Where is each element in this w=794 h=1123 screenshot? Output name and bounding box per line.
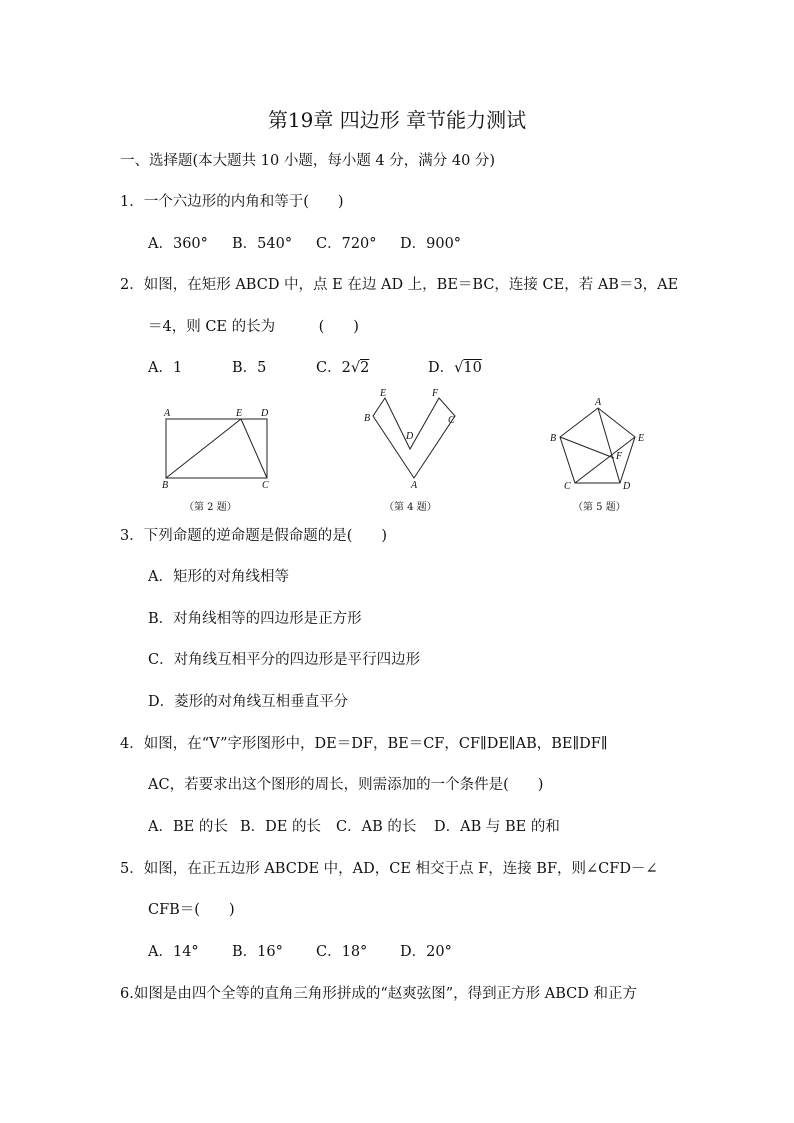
q3-option-b[interactable]: B．对角线相等的四边形是正方形 (148, 611, 362, 627)
figure-5-pentagon (540, 395, 660, 495)
figure-5-caption: （第 5 题） (573, 502, 626, 513)
fig5-label-e: E (638, 433, 645, 444)
q1-option-d[interactable]: D．900° (400, 236, 462, 252)
section-heading: 一、选择题(本大题共 10 小题，每小题 4 分，满分 40 分) (120, 153, 496, 169)
fig2-label-d: D (261, 408, 269, 419)
fig2-label-c: C (262, 480, 269, 491)
question-2-stem-line2: ＝4，则 CE 的长为 ( ) (148, 319, 359, 335)
q1-option-c[interactable]: C．720° (316, 236, 377, 252)
q3-option-a[interactable]: A．矩形的对角线相等 (148, 569, 289, 585)
fig5-label-d: D (623, 481, 631, 492)
q4-option-a[interactable]: A．BE 的长 (148, 819, 228, 835)
question-2-stem-line1: 2．如图，在矩形 ABCD 中，点 E 在边 AD 上，BE＝BC，连接 CE，若 AB＝3，AE (120, 277, 679, 293)
fig4-label-f: F (432, 388, 439, 399)
question-4-options (148, 818, 560, 836)
figure-2-caption: （第 2 题） (184, 502, 237, 513)
q3-option-c[interactable]: C．对角线互相平分的四边形是平行四边形 (148, 652, 421, 668)
fig4-label-c: C (448, 415, 455, 426)
question-4-stem-line2: AC，若要求出这个图形的周长，则需添加的一个条件是( ) (148, 777, 544, 793)
question-6-stem-line1: 6.如图是由四个全等的直角三角形拼成的“赵爽弦图”，得到正方形 ABCD 和正方 (120, 986, 637, 1002)
figure-4-v-shape (355, 385, 465, 495)
fig2-label-e: E (236, 408, 243, 419)
question-2-options (148, 359, 482, 377)
q2-option-b[interactable]: B．5 (232, 360, 267, 376)
question-5-stem-line1: 5．如图，在正五边形 ABCDE 中，AD，CE 相交于点 F，连接 BF，则∠CFD－∠ (120, 861, 658, 877)
fig4-label-d: D (406, 431, 414, 442)
q4-option-d[interactable]: D．AB 与 BE 的和 (434, 819, 560, 835)
q2-option-d[interactable]: D．√10 (428, 360, 482, 376)
question-1-options (148, 235, 461, 253)
q5-option-d[interactable]: D．20° (400, 944, 452, 960)
page-title: 第19章 四边形 章节能力测试 (267, 108, 527, 132)
q1-option-b[interactable]: B．540° (232, 236, 293, 252)
fig5-label-c: C (564, 481, 571, 492)
question-5-options (148, 943, 452, 961)
question-5-stem-line2: CFB＝( ) (148, 902, 235, 918)
q2-option-a[interactable]: A．1 (148, 360, 183, 376)
figure-4-caption: （第 4 题） (384, 502, 437, 513)
fig4-label-e: E (380, 388, 387, 399)
q2-option-c[interactable]: C．2√2 (316, 360, 370, 376)
question-1-stem: 1．一个六边形的内角和等于( ) (120, 194, 344, 210)
q4-option-b[interactable]: B．DE 的长 (240, 819, 321, 835)
q3-option-d[interactable]: D．菱形的对角线互相垂直平分 (148, 694, 349, 710)
q5-option-a[interactable]: A．14° (148, 944, 199, 960)
question-3-stem: 3．下列命题的逆命题是假命题的是( ) (120, 528, 388, 544)
fig5-label-b: B (550, 433, 557, 444)
fig2-label-b: B (162, 480, 169, 491)
fig4-label-a: A (411, 480, 418, 491)
q5-option-c[interactable]: C．18° (316, 944, 368, 960)
fig2-label-a: A (164, 408, 171, 419)
fig5-label-f: F (616, 451, 623, 462)
q4-option-c[interactable]: C．AB 的长 (336, 819, 417, 835)
fig4-label-b: B (364, 413, 371, 424)
fig5-label-a: A (595, 397, 602, 408)
q5-option-b[interactable]: B．16° (232, 944, 283, 960)
question-4-stem-line1: 4．如图，在“V”字形图形中，DE＝DF，BE＝CF，CF∥DE∥AB，BE∥DF∥ (120, 736, 608, 752)
q1-option-a[interactable]: A．360° (148, 236, 208, 252)
